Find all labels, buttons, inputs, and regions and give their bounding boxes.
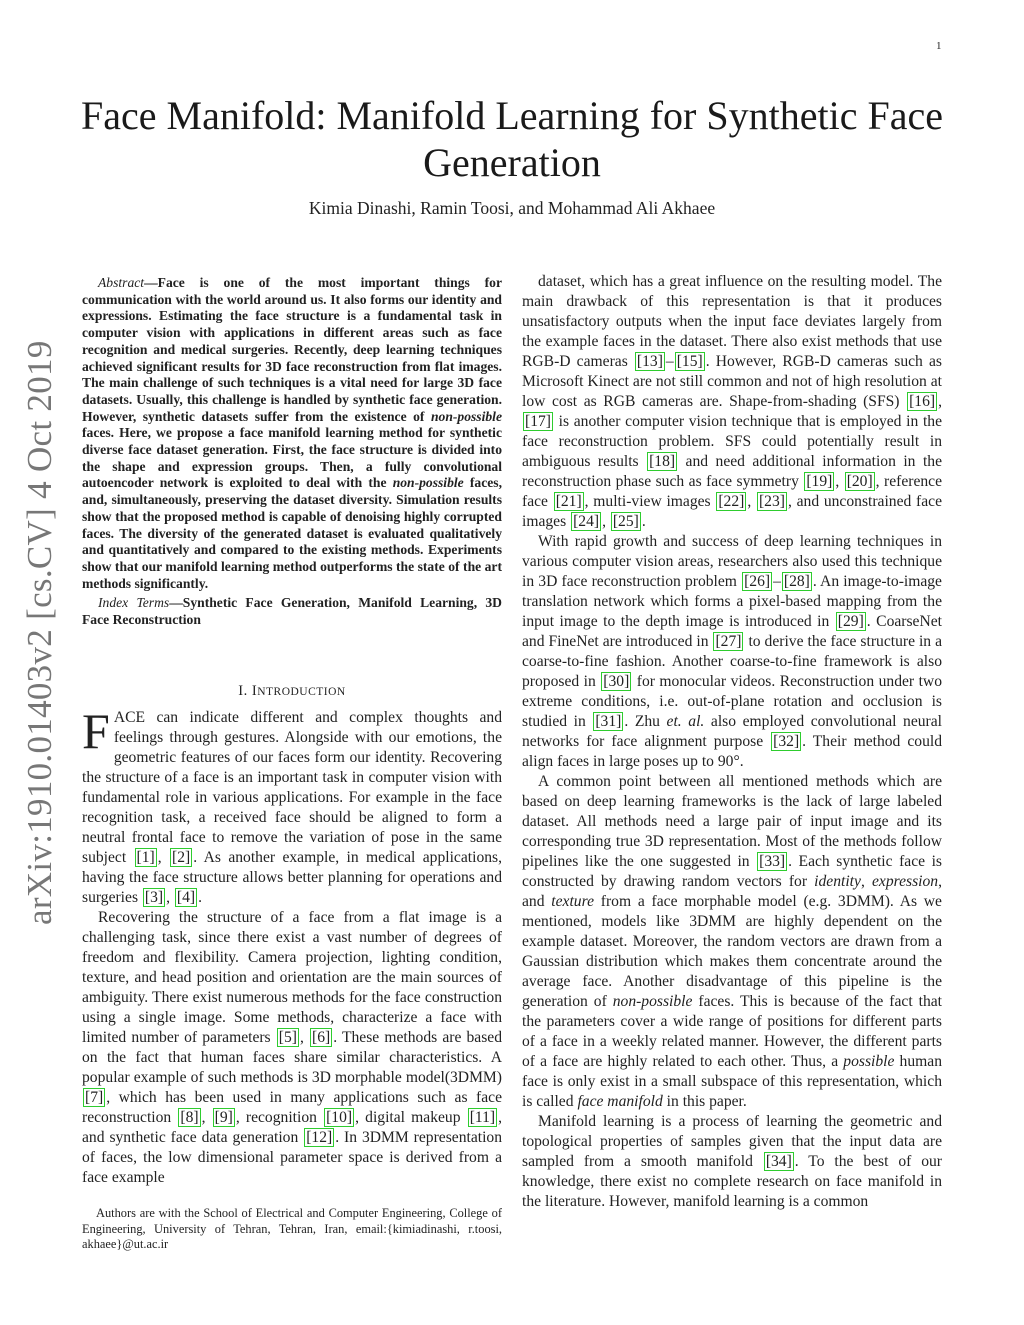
right-column-body — [522, 272, 942, 1212]
footnote: Authors are with the School of Electrical and Computer Engineering, College of Engineering, University of Tehran, Tehran, Iran, email:{kimiadinashi, r.toosi, akhaee}@ut.ac.ir — [82, 1206, 502, 1251]
text-run: also employed convolutional neural networks for face alignment purpose — [522, 713, 942, 750]
citation-link[interactable]: [33] — [759, 853, 786, 870]
text-run: . In 3DMM representation of faces, the low dimensional parameter space is derived from a face example — [82, 1129, 502, 1186]
citation-link[interactable]: [27] — [715, 633, 742, 650]
paragraph — [522, 532, 942, 772]
citation-link[interactable]: [24] — [573, 513, 600, 530]
citation-link[interactable]: [18] — [649, 453, 676, 470]
citation-link[interactable]: [5] — [278, 1029, 297, 1046]
text-run: , — [201, 1109, 212, 1126]
text-run: . Their method could align faces in large poses up to 90°. — [522, 733, 943, 770]
text-run: , multi-view images — [584, 493, 716, 510]
text-run: human face is only exist in a small subspace of this representation, which is called — [522, 1053, 942, 1110]
citation-link[interactable]: [6] — [312, 1029, 331, 1046]
text-run: , — [835, 473, 844, 490]
italic-text: non-possible — [612, 993, 693, 1010]
text-run: – — [773, 573, 781, 590]
paragraph — [522, 772, 942, 1112]
citation-link[interactable]: [23] — [758, 493, 785, 510]
text-run: . Zhu — [624, 713, 667, 730]
text-run: , and synthetic face data generation — [82, 1109, 503, 1146]
paragraph — [82, 908, 502, 1188]
text-run: , — [747, 493, 756, 510]
text-run: , and unconstrained face images — [522, 493, 942, 530]
text-run: Recovering the structure of a face from a flat image is a challenging task, since there exist a vast number of degrees of freedom and flexibility. Camera projection, lighting condition, texture, and head position and orientation are the main sources of ambiguity. There exist numerous methods for the face construction using a single image. Some methods, characterize a face with limited number of parameters — [82, 909, 502, 1046]
text-run: . — [641, 513, 646, 530]
text-run: With rapid growth and success of deep learning techniques in various computer vision areas, researchers also used this technique in 3D face reconstruction problem — [522, 533, 942, 590]
abstract-text: faces. Here, we propose a face manifold learning method for synthetic diverse face dataset generation. First, the face structure is divided into the shape and expression groups. Then, a fully convolutional autoencoder network is exploited to deal with the — [82, 425, 502, 491]
text-run: . Each synthetic face is constructed by drawing random vectors for — [522, 853, 942, 890]
citation-link[interactable]: [31] — [595, 713, 622, 730]
citation-link[interactable]: [12] — [306, 1129, 333, 1146]
text-run: , digital makeup — [355, 1109, 467, 1126]
text-run: ACE can indicate different and complex thoughts and feelings through gestures. Alongside with our emotions, the geometric features of our faces form our identity. Recovering the structure of a face is an important task in computer vision with fundamental role in various applications. For example in the face recognition task, a received face should be aligned to form a neutral frontal face to remove the variation of pose in the same subject — [82, 709, 502, 866]
paragraph — [522, 272, 942, 532]
text-run: to derive the face structure in a coarse-to-fine fashion. Another coarse-to-fine framework is also proposed in — [522, 633, 942, 690]
citation-link[interactable]: [11] — [469, 1109, 496, 1126]
citation-link[interactable]: [28] — [783, 573, 810, 590]
text-run: . An image-to-image translation network which forms a pixel-based mapping from the input image to the depth image is introduced in — [522, 573, 942, 630]
citation-link[interactable]: [26] — [744, 573, 771, 590]
text-run: , — [860, 873, 872, 890]
paragraph — [522, 1112, 942, 1212]
text-run: . As another example, in medical applications, having the face structure allows better planning for operations and surgeries — [82, 849, 503, 906]
index-terms — [82, 595, 502, 628]
text-run: , — [299, 1029, 310, 1046]
text-run: , recognition — [235, 1109, 324, 1126]
abstract-italic: non-possible — [392, 475, 464, 491]
left-column-body — [82, 703, 503, 1188]
citation-link[interactable]: [32] — [773, 733, 800, 750]
citation-link[interactable]: [19] — [806, 473, 833, 490]
text-run: dataset, which has a great influence on the resulting model. The main drawback of this representation is that it produces unsatisfactory outputs when the input face deviates largely from the example faces in the dataset. There also exist methods that use RGB-D cameras — [522, 273, 942, 370]
text-run: . However, RGB-D cameras such as Microsoft Kinect are not still common and not of high resolution at low cost as RGB cameras are. Shape-from-shading (SFS) — [522, 353, 942, 410]
text-run: . — [198, 889, 202, 906]
italic-text: et. al. — [666, 713, 705, 730]
abstract-label: Abstract — [98, 275, 145, 290]
citation-link[interactable]: [30] — [603, 673, 630, 690]
abstract — [82, 275, 502, 629]
citation-link[interactable]: [20] — [846, 473, 873, 490]
text-run: Manifold learning is a process of learning the geometric and topological properties of samples given that the input data are sampled from a smooth manifold — [522, 1113, 942, 1170]
section-number: I. — [238, 683, 252, 699]
authors: Kimia Dinashi, Ramin Toosi, and Mohammad Ali Akhaee — [308, 198, 716, 218]
text-run: , which has been used in many applications such as face reconstruction — [82, 1089, 502, 1126]
citation-link[interactable]: [2] — [172, 849, 191, 866]
italic-text: possible — [843, 1053, 895, 1070]
citation-link[interactable]: [15] — [676, 353, 703, 370]
abstract-text: faces, and, simultaneously, preserving the dataset diversity. Simulation results show that the proposed method is capable of denoising highly corrupted faces. The diversity of the generated dataset is evaluated qualitatively and quantitatively and compared to the existing methods. Experiments show that our manifold learning method outperforms the state of the art methods significantly. — [82, 475, 502, 591]
paragraph — [82, 703, 503, 908]
text-run: in this paper. — [662, 1093, 747, 1110]
text-run: , — [166, 889, 174, 906]
text-run: is another computer vision technique that is employed in the face reconstruction problem. SFS could potentially result in ambiguous results — [522, 413, 942, 470]
section-heading — [82, 683, 502, 700]
section-initial: I — [251, 683, 258, 699]
citation-link[interactable]: [34] — [765, 1153, 792, 1170]
text-run: . To the best of our knowledge, there exist no complete research on face manifold in the literature. However, manifold learning is a common — [522, 1153, 942, 1210]
citation-link[interactable]: [13] — [636, 353, 663, 370]
text-run: , — [157, 849, 170, 866]
citation-link[interactable]: [1] — [136, 849, 155, 866]
citation-link[interactable]: [8] — [180, 1109, 199, 1126]
citation-link[interactable]: [4] — [176, 889, 196, 906]
text-run: . These methods are based on the fact that human faces share similar characteristics. A popular example of such methods is 3D morphable model(3DMM) — [82, 1029, 503, 1086]
arxiv-identifier: arXiv:1910.01403v2 [cs.CV] 4 Oct 2019 — [20, 340, 59, 925]
paper-title: Face Manifold: Manifold Learning for Synthetic Face Generation — [81, 93, 943, 185]
italic-text: face manifold — [577, 1093, 663, 1110]
citation-link[interactable]: [3] — [144, 889, 164, 906]
citation-link[interactable]: [17] — [525, 413, 551, 430]
text-run: and need additional information in the reconstruction phase such as face symmetry — [522, 453, 942, 490]
index-terms-text: —Synthetic Face Generation, Manifold Learning, 3D Face Reconstruction — [82, 595, 502, 628]
page-number: 1 — [936, 40, 942, 52]
text-run: , — [938, 393, 942, 410]
citation-link[interactable]: [7] — [85, 1089, 104, 1106]
text-run: , and — [522, 873, 943, 910]
index-terms-label: Index Terms — [98, 595, 170, 611]
citation-link[interactable]: [10] — [326, 1109, 353, 1126]
text-run: , — [602, 513, 610, 530]
text-run: from a face morphable model (e.g. 3DMM). As we mentioned, models like 3DMM are highly dependent on the example dataset. Moreover, the random vectors are drawn from a Gaussian distribution which makes them concentrate around the average face. Another disadvantage of this pipeline is the generation of — [522, 893, 942, 1010]
text-run: . CoarseNet and FineNet are introduced in — [522, 613, 942, 650]
citation-link[interactable]: [25] — [612, 513, 639, 530]
drop-cap: F — [82, 703, 110, 759]
text-run: A common point between all mentioned methods which are based on deep learning frameworks is the lack of large labeled dataset. All methods need a large pair of input image and its corresponding true 3D representation. Most of the methods follow pipelines like the one suggested in — [522, 773, 942, 870]
abstract-text: —Face is one of the most important things for communication with the world around us. It also forms our identity and expressions. Estimating the face structure is a fundamental task in computer vision with applications in different areas such as face recognition and medical surgeries. Recently, deep learning techniques achieved significant results for 3D face reconstruction from flat images. The main challenge of such techniques is a vital need for large 3D face datasets. Usually, this challenge is handled by synthetic face generation. However, synthetic datasets suffer from the existence of — [82, 275, 502, 424]
italic-text: expression — [871, 873, 939, 890]
section-rest: NTRODUCTION — [257, 686, 346, 698]
text-run: , reference face — [522, 473, 943, 510]
citation-link[interactable]: [21] — [555, 493, 582, 510]
text-run: for monocular videos. Reconstruction under two extreme conditions, i.e. out-of-plane rotation and occlusion is studied in — [522, 673, 942, 730]
italic-text: texture — [551, 893, 594, 910]
abstract-italic: non-possible — [430, 408, 502, 424]
citation-link[interactable]: [9] — [214, 1109, 233, 1126]
text-run: faces. This is because of the fact that the parameters cover a wide range of positions for different parts of a face in a weekly related manner. However, the different parts of a face are highly related to each other. Thus, a — [522, 993, 942, 1070]
italic-text: identity — [814, 873, 861, 890]
citation-link[interactable]: [16] — [909, 393, 936, 410]
text-run: – — [665, 353, 674, 370]
citation-link[interactable]: [29] — [837, 613, 864, 630]
citation-link[interactable]: [22] — [718, 493, 745, 510]
